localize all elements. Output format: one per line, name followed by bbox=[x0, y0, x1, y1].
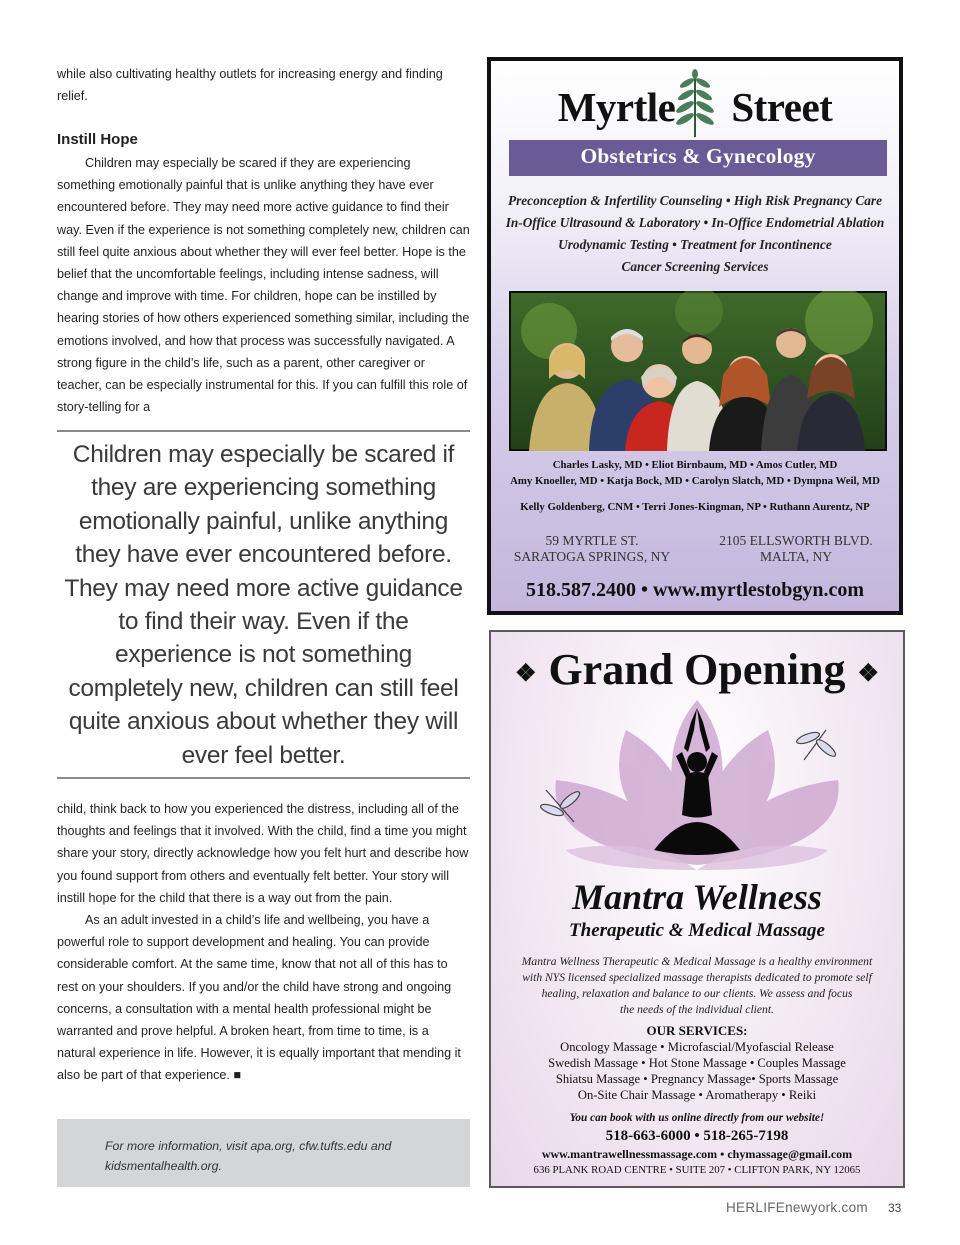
article-intro-text: while also cultivating healthy outlets for increasing energy and finding relief. bbox=[57, 67, 443, 104]
grand-opening-text: Grand Opening bbox=[548, 645, 846, 694]
staff-line: Charles Lasky, MD • Eliot Birnbaum, MD • Amos Cutler, MD bbox=[552, 459, 838, 471]
staff-line: Amy Knoeller, MD • Katja Bock, MD • Carolyn Slatch, MD • Dympna Weil, MD bbox=[510, 475, 880, 487]
myrtle-brand bbox=[491, 83, 899, 131]
service-line: Urodynamic Testing • Treatment for Incontinence bbox=[558, 237, 832, 252]
address-line: SARATOGA SPRINGS, NY bbox=[513, 549, 671, 564]
address-line: 2105 ELLSWORTH BLVD. bbox=[719, 533, 873, 548]
grand-opening-title bbox=[491, 644, 903, 695]
description-line: Mantra Wellness Therapeutic & Medical Massage is a healthy environment bbox=[521, 955, 873, 968]
address-malta bbox=[701, 533, 891, 565]
staff-photo bbox=[509, 291, 887, 451]
article-body-1 bbox=[57, 152, 470, 418]
section-heading: Instill Hope bbox=[57, 131, 138, 148]
staff-line: Kelly Goldenberg, CNM • Terri Jones-Kingman, NP • Ruthann Aurentz, NP bbox=[520, 501, 870, 513]
service-line: Preconception & Infertility Counseling • High Risk Pregnancy Care bbox=[507, 193, 883, 208]
pull-quote-top-rule bbox=[57, 430, 470, 432]
article-paragraph: Children may especially be scared if they are experiencing something emotionally painful that is unlike anything they have ever encountered before. They may need more active guidance to find their way. Even if the experience is not something completely new, children can still feel quite anxious about whether they will ever feel better. Hope is the belief that the uncomfortable feelings, including intense sadness, will change and improve with time. For children, hope can be instilled by hearing stories of how others experienced something similar, including the emotions involved, and how that process was successfully navigated. A strong figure in the child’s life, such as a parent, other caregiver or teacher, can be especially instrumental for this. If you can fulfill this role of story-telling for a bbox=[57, 156, 470, 415]
phone-numbers[interactable]: 518-663-6000 • 518-265-7198 bbox=[605, 1128, 789, 1144]
service-line: Cancer Screening Services bbox=[621, 259, 769, 274]
article-paragraph: child, think back to how you experienced the distress, including all of the thoughts and feelings that it involved. With the child, find a time you might share your story, directly acknowledge how you felt hurt and describe how you found support from others and eventually felt better. Your story will instill hope for the child that there is a way out from the pain. bbox=[57, 802, 469, 905]
service-line: Swedish Massage • Hot Stone Massage • Couples Massage bbox=[548, 1056, 846, 1070]
address-line: MALTA, NY bbox=[760, 549, 832, 564]
service-line: Oncology Massage • Microfascial/Myofascial Release bbox=[560, 1040, 834, 1054]
staff-photo-image bbox=[509, 291, 887, 451]
mantra-wellness-ad[interactable] bbox=[489, 630, 905, 1188]
page-number: 33 bbox=[888, 1201, 902, 1215]
address-saratoga bbox=[497, 533, 687, 565]
mantra-brand: Mantra Wellness bbox=[572, 877, 822, 917]
article-body-2 bbox=[57, 798, 470, 1087]
sparkle-icon: ❖ bbox=[857, 661, 880, 688]
address-line: 59 MYRTLE ST. bbox=[545, 533, 639, 548]
mantra-address: 636 PLANK ROAD CENTRE • SUITE 207 • CLIFTON PARK, NY 12065 bbox=[533, 1164, 861, 1176]
pull-quote-bottom-rule bbox=[57, 777, 470, 779]
description-line: the needs of the individual client. bbox=[620, 1003, 774, 1016]
myrtle-subtitle-band bbox=[509, 140, 887, 176]
service-line: In-Office Ultrasound & Laboratory • In-Office Endometrial Ablation bbox=[505, 215, 885, 230]
footer-site[interactable]: HERLIFEnewyork.com bbox=[726, 1200, 868, 1215]
article-paragraph: As an adult invested in a child’s life and wellbeing, you have a powerful role to support development and healing. You can provide considerable comfort. At the same time, know that not all of this has to rest on your shoulders. If you and/or the child have strong and ongoing concerns, a consultation with a mental health professional might be warranted and prove helpful. A broken heart, from time to time, is a natural experience in life. However, it is equally important that mending it also be part of that experience. ■ bbox=[57, 913, 461, 1083]
info-text: For more information, visit apa.org, cfw.tufts.edu and kidsmentalhealth.org. bbox=[105, 1139, 392, 1173]
article-intro bbox=[57, 63, 470, 107]
services-heading: OUR SERVICES: bbox=[646, 1023, 748, 1038]
brand-word-left: Myrtle bbox=[557, 84, 676, 130]
myrtle-street-ad[interactable] bbox=[487, 57, 903, 615]
mantra-ad-panel bbox=[491, 632, 903, 1186]
mantra-subtitle: Therapeutic & Medical Massage bbox=[569, 920, 825, 941]
service-line: On-Site Chair Massage • Aromatherapy • Reiki bbox=[577, 1088, 817, 1102]
myrtle-ad-panel bbox=[491, 61, 899, 611]
description-line: healing, relaxation and balance to our clients. We assess and focus bbox=[541, 987, 853, 1000]
info-box bbox=[57, 1119, 470, 1187]
lotus-meditation-icon bbox=[526, 700, 868, 880]
service-line: Shiatsu Massage • Pregnancy Massage• Sports Massage bbox=[555, 1072, 839, 1086]
myrtle-contact[interactable]: 518.587.2400 • www.myrtlestobgyn.com bbox=[525, 579, 865, 601]
brand-word-right: Street bbox=[731, 84, 833, 130]
web-email[interactable]: www.mantrawellnessmassage.com • chymassage@gmail.com bbox=[541, 1147, 853, 1161]
sparkle-icon: ❖ bbox=[514, 661, 537, 688]
description-line: with NYS licensed specialized massage therapists dedicated to promote self bbox=[522, 971, 872, 984]
myrtle-subtitle: Obstetrics & Gynecology bbox=[580, 144, 816, 168]
pull-quote: Children may especially be scared if they are experiencing something emotionally painful, unlike anything they have ever encountered before. They may need more active guidance to find their way. Even if the experience is not something completely new, children can still feel quite anxious about whether they will ever feel better. bbox=[64, 441, 463, 769]
booking-note: You can book with us online directly from our website! bbox=[569, 1112, 825, 1124]
